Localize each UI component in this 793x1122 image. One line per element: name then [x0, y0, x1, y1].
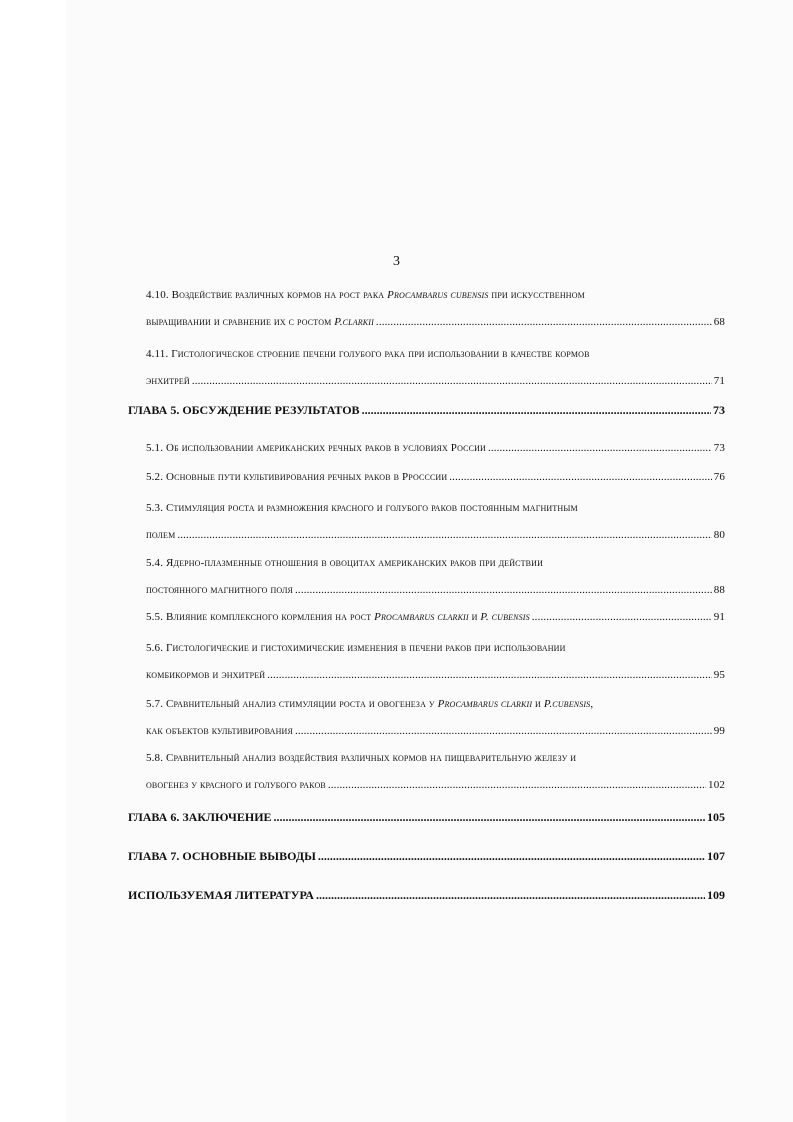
toc-chapter-entry[interactable]: [128, 808, 725, 826]
toc-entry-title: 5.7. Сравнительный анализ стимуляции роста и овогенеза у Procambarus clarkii и P.cubensis,: [146, 698, 594, 710]
toc-entry-title: ГЛАВА 7. ОСНОВНЫЕ ВЫВОДЫ: [128, 849, 316, 863]
toc-page-number: 68: [713, 316, 725, 328]
toc-page-number: 73: [713, 442, 725, 454]
dot-leader: [449, 468, 711, 486]
toc-page-number: 91: [713, 611, 725, 623]
dot-leader: [316, 886, 705, 904]
toc-entry-title: 4.11. Гистологическое строение печени голубого рака при использовании в качестве кормов: [146, 348, 590, 360]
toc-entry-title: 4.10. Воздействие различных кормов на рост рака Procambarus cubensis при искусственном: [146, 289, 585, 301]
toc-entry-title: полем: [146, 529, 176, 541]
toc-entry-title: ИСПОЛЬЗУЕМАЯ ЛИТЕРАТУРА: [128, 888, 314, 902]
dot-leader: [177, 526, 711, 544]
dot-leader: [192, 372, 712, 390]
toc-entry-title: 5.4. Ядерно-плазменные отношения в овоцитах американских раков при действии: [146, 557, 544, 569]
toc-entry-title: энхитрей: [146, 375, 190, 387]
toc-page-number: 107: [707, 849, 725, 863]
toc-page-number: 109: [707, 888, 725, 902]
toc-chapter-entry[interactable]: [128, 847, 725, 865]
dot-leader: [274, 808, 705, 826]
toc-section-entry[interactable]: [146, 439, 725, 457]
toc-entry-title: овогенез у красного и голубого раков: [146, 779, 326, 791]
dot-leader: [532, 608, 712, 626]
toc-entry-title: выращивании и сравнение их с ростом P.clarkii: [146, 316, 374, 328]
toc-section-entry[interactable]: [146, 499, 725, 544]
toc-chapter-entry[interactable]: [128, 401, 725, 419]
toc-page-number: 105: [707, 810, 725, 824]
toc-page-number: 76: [713, 471, 725, 483]
toc-entry-title: 5.8. Сравнительный анализ воздействия различных кормов на пищеварительную железу и: [146, 752, 577, 764]
toc-section-entry[interactable]: [146, 554, 725, 599]
dot-leader: [295, 581, 712, 599]
toc-page-number: 102: [708, 779, 725, 791]
toc-entry-title: 5.5. Влияние комплексного кормления на рост Procambarus clarkii и P. cubensis: [146, 611, 530, 623]
toc-page-number: 80: [713, 529, 725, 541]
toc-page-number: 95: [713, 669, 725, 681]
toc-entry-title: 5.3. Стимуляция роста и размножения красного и голубого раков постоянным магнитным: [146, 502, 578, 514]
toc-section-entry[interactable]: [146, 468, 725, 486]
dot-leader: [376, 313, 712, 331]
toc-section-entry[interactable]: [146, 608, 725, 626]
toc-entry-title: 5.2. Основные пути культивирования речных раков в Рросссии: [146, 471, 448, 483]
dot-leader: [267, 666, 712, 684]
toc-entry-title: ГЛАВА 6. ЗАКЛЮЧЕНИЕ: [128, 810, 272, 824]
dot-leader: [488, 439, 712, 457]
toc-chapter-entry[interactable]: [128, 886, 725, 904]
toc-section-entry[interactable]: [146, 286, 725, 331]
toc-page-number: 73: [713, 403, 725, 417]
toc-page-number: 99: [713, 725, 725, 737]
toc-entry-title: ГЛАВА 5. ОБСУЖДЕНИЕ РЕЗУЛЬТАТОВ: [128, 403, 360, 417]
toc-section-entry[interactable]: [146, 345, 725, 390]
toc-page-number: 88: [713, 584, 725, 596]
dot-leader: [362, 401, 711, 419]
toc-page-number: 71: [713, 375, 725, 387]
toc-section-entry[interactable]: [146, 749, 725, 794]
dot-leader: [328, 776, 706, 794]
toc-entry-title: постоянного магнитного поля: [146, 584, 294, 596]
dot-leader: [318, 847, 705, 865]
dot-leader: [295, 722, 712, 740]
toc-entry-title: 5.1. Об использовании американских речных раков в условиях России: [146, 442, 486, 454]
toc-section-entry[interactable]: [146, 639, 725, 684]
toc-entry-title: 5.6. Гистологические и гистохимические изменения в печени раков при использовании: [146, 642, 566, 654]
toc-section-entry[interactable]: [146, 695, 725, 740]
toc-entry-title: комбикормов и энхитрей: [146, 669, 266, 681]
page-number: 3: [393, 254, 400, 269]
toc-entry-title: как объектов культивирования: [146, 725, 293, 737]
